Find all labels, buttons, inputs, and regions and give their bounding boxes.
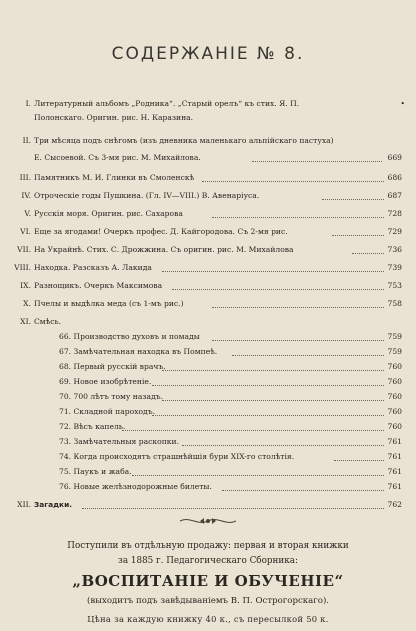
mix-item-label: 72. Вѣсъ капель.	[59, 422, 126, 431]
entry-number: X.	[23, 299, 31, 308]
toc-entry	[0, 99, 416, 122]
leader-dots	[152, 375, 384, 386]
entry-title: Отроческіе годы Пушкина. (Гл. IV—VIII.) В. Авенаріуса.	[34, 191, 260, 200]
entry-number: V.	[24, 209, 31, 218]
entry-marker: •	[400, 99, 405, 108]
entry-page: 669	[387, 153, 402, 162]
footer-announcement-year: за 1885 г. Педагогическаго Сборника:	[118, 556, 298, 566]
entry-page: 739	[387, 263, 402, 272]
mix-item-label: 68. Первый русскій врачъ.	[59, 362, 166, 371]
entry-number: II.	[22, 136, 31, 145]
mix-item-label: 75. Паукъ и жаба.	[59, 467, 132, 476]
mix-item-page: 760	[387, 362, 402, 371]
entry-page: 736	[387, 245, 402, 254]
entry-page: 762	[387, 500, 402, 509]
entry-title: Находка. Разсказъ А. Лакида	[34, 263, 152, 272]
mix-item-label: 66. Производство духовъ и помады	[59, 332, 200, 341]
mix-item-page: 759	[387, 347, 402, 356]
mix-item-page: 760	[387, 407, 402, 416]
leader-dots	[222, 480, 384, 491]
mix-item-page: 761	[387, 452, 402, 461]
mix-item-label: 67. Замѣчательная находка въ Помпеѣ.	[59, 347, 218, 356]
leader-dots	[252, 151, 382, 162]
mix-item-page: 759	[387, 332, 402, 341]
leader-dots	[172, 279, 384, 290]
mix-item-label: 76. Новые желѣзнодорожные билеты.	[59, 482, 212, 491]
mix-item-label: 71. Складной пароходъ.	[59, 407, 155, 416]
mix-item-label: 70. 700 лѣтъ тому назадъ.	[59, 392, 163, 401]
mix-item-page: 760	[387, 392, 402, 401]
mix-item-label: 73. Замѣчательныя раскопки.	[59, 437, 179, 446]
leader-dots	[212, 207, 384, 218]
toc-entry	[0, 299, 416, 319]
leader-dots	[162, 390, 384, 401]
leader-dots	[212, 297, 384, 308]
mix-item-page: 760	[387, 422, 402, 431]
leader-dots	[232, 345, 384, 356]
footer-editor: (выходитъ подъ завѣдываніемъ В. П. Острогорскаго).	[86, 596, 330, 606]
leader-dots	[334, 450, 384, 461]
leader-dots	[182, 435, 384, 446]
entry-number: VII.	[17, 245, 31, 254]
mix-item-label: 69. Новое изобрѣтеніе.	[59, 377, 152, 386]
entry-page: 687	[387, 191, 402, 200]
leader-dots	[162, 360, 384, 371]
entry-number: III.	[19, 173, 31, 182]
leader-dots	[202, 171, 384, 182]
leader-dots	[162, 261, 384, 272]
footer-announcement: Поступили въ отдѣльную продажу: первая и вторая книжки	[67, 541, 349, 551]
leader-dots	[152, 405, 384, 416]
entry-number: VI.	[20, 227, 31, 236]
entry-title-continued: Е. Сысоевой. Съ 3-мя рис. М. Михайлова.	[34, 153, 201, 162]
leader-dots	[322, 189, 384, 200]
mix-item-page: 760	[387, 377, 402, 386]
page-title: СОДЕРЖАНІЕ № 8.	[111, 44, 305, 64]
entry-page: 729	[387, 227, 402, 236]
entry-page: 753	[387, 281, 402, 290]
entry-title-continued: Полонскаго. Оригин. рис. Н. Каразина.	[34, 113, 194, 122]
entry-title: Еще за ягодами! Очеркъ профес. Д. Кайгородова. Съ 2-мя рис.	[34, 227, 288, 236]
entry-number: IX.	[20, 281, 31, 290]
leader-dots	[122, 420, 384, 431]
entry-title: Смѣсь.	[34, 317, 62, 326]
entry-page: 728	[387, 209, 402, 218]
mix-item-page: 761	[387, 437, 402, 446]
entry-title: Три мѣсяца подъ снѣгомъ (изъ дневника маленькаго альпійскаго пастуха)	[34, 136, 334, 145]
mix-item-label: 74. Когда происходятъ страшнѣйшія бури XIX-го столѣтія.	[59, 452, 295, 461]
entry-title: Литературный альбомъ „Родника“. „Старый орелъ“ къ стих. Я. П.	[34, 99, 300, 108]
ornament-divider	[178, 514, 238, 528]
leader-dots	[352, 243, 384, 254]
mix-item-page: 761	[387, 467, 402, 476]
footer-price: Цѣна за каждую книжку 40 к., съ пересылкой 50 к.	[87, 614, 329, 624]
entry-number: VIII.	[14, 263, 31, 272]
entry-title: Загадки.	[34, 500, 73, 509]
leader-dots	[212, 330, 384, 341]
entry-number: XII.	[17, 500, 31, 509]
entry-number: I.	[25, 99, 31, 108]
entry-title: На Украйнѣ. Стих. С. Дрожжина. Съ оригин. рис. М. Михайлова	[34, 245, 294, 254]
entry-page: 686	[387, 173, 402, 182]
toc-entry	[0, 136, 416, 162]
entry-number: XI.	[20, 317, 31, 326]
entry-page: 758	[387, 299, 402, 308]
leader-dots	[82, 498, 384, 509]
leader-dots	[132, 465, 384, 476]
entry-title: Русскія моря. Оригин. рис. Сахарова	[34, 209, 183, 218]
entry-title: Памятникъ М. И. Глинки въ Смоленскѣ	[34, 173, 195, 182]
mix-item-page: 761	[387, 482, 402, 491]
footer-headline: „ВОСПИТАНІЕ И ОБУЧЕНІЕ“	[72, 572, 344, 590]
entry-title: Пчелы и выдѣлка меда (съ 1-мъ рис.)	[34, 299, 184, 308]
entry-number: IV.	[21, 191, 31, 200]
entry-title: Разнощикъ. Очеркъ Максимова	[34, 281, 163, 290]
leader-dots	[332, 225, 384, 236]
